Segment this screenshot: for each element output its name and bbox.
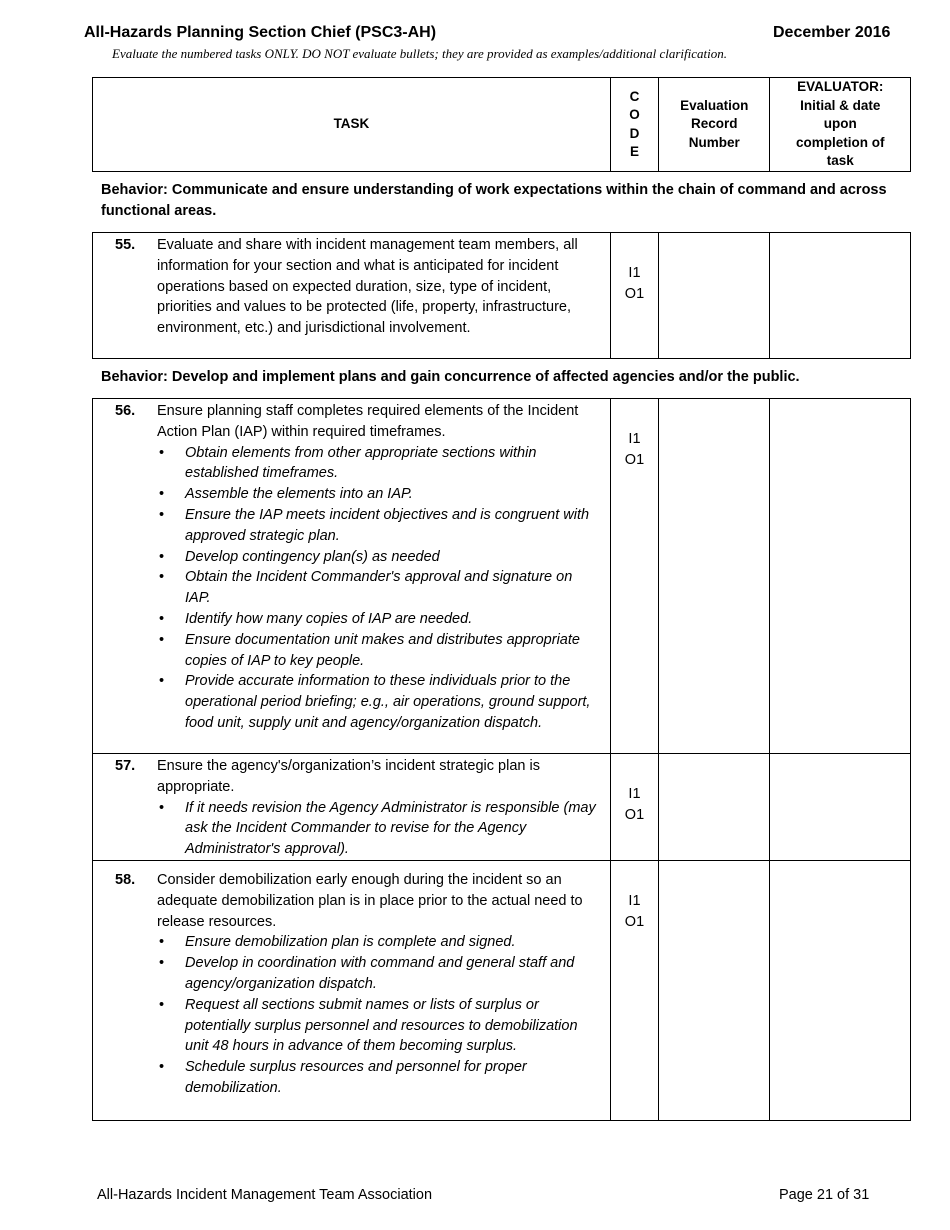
code-cell: I1 O1: [610, 754, 658, 861]
task-cell: [93, 754, 611, 861]
eval-record-column-header: Evaluation Record Number: [659, 78, 770, 172]
task-text: Ensure the agency's/organization’s incident strategic plan is appropriate.: [157, 758, 540, 795]
eval-record-cell[interactable]: [659, 233, 770, 359]
evaluator-cell[interactable]: [770, 399, 911, 754]
behavior-heading: Behavior: Develop and implement plans and gain concurrence of affected agencies and/or the public.: [101, 369, 800, 385]
list-item: • Develop in coordination with command and general staff and agency/organization dispatch.: [185, 953, 600, 995]
task-table-55: [92, 232, 911, 359]
document-date: December 2016: [773, 24, 891, 41]
footer-organization: All-Hazards Incident Management Team Association: [97, 1187, 433, 1203]
list-item: • Develop contingency plan(s) as needed: [185, 547, 600, 568]
list-item: • Ensure documentation unit makes and distributes appropriate copies of IAP to key people.: [185, 630, 600, 672]
list-item: • Provide accurate information to these individuals prior to the operational period briefing; e.g., air operations, ground support, food unit, supply unit and agency/organization dispatch.: [185, 671, 600, 733]
table-row: [93, 399, 911, 754]
list-item: • If it needs revision the Agency Administrator is responsible (may ask the Incident Commander to revise for the Agency Administrator's approval).: [185, 798, 600, 860]
code-cell: I1 O1: [610, 399, 658, 754]
list-item: • Assemble the elements into an IAP.: [185, 484, 600, 505]
behavior-heading: Behavior: Communicate and ensure understanding of work expectations within the chain of command and across functional areas.: [101, 182, 887, 219]
evaluator-column-header: EVALUATOR: Initial & date upon completion of task: [770, 78, 911, 172]
eval-record-cell[interactable]: [659, 860, 770, 1120]
task-text: Evaluate and share with incident management team members, all information for your section and what is anticipated for incident operations based on expected duration, size, type of incident, priorities and values to be protected (life, property, infrastructure, environment, etc.) and jurisdictional involvement.: [157, 237, 578, 337]
task-text: Ensure planning staff completes required elements of the Incident Action Plan (IAP) within required timeframes.: [157, 403, 579, 440]
code-cell: I1 O1: [610, 233, 658, 359]
code-cell: I1 O1: [610, 860, 658, 1120]
list-item: • Request all sections submit names or lists of surplus or potentially surplus personnel and resources to demobilization unit 48 hours in advance of them becoming surplus.: [185, 995, 600, 1057]
list-item: • Obtain the Incident Commander's approval and signature on IAP.: [185, 567, 600, 609]
list-item: • Ensure the IAP meets incident objectives and is congruent with approved strategic plan.: [185, 505, 600, 547]
task-table-56-58: [92, 398, 911, 1121]
list-item: • Obtain elements from other appropriate sections within established timeframes.: [185, 443, 600, 485]
task-number: 58.: [115, 871, 136, 888]
eval-record-cell[interactable]: [659, 399, 770, 754]
list-item: • Identify how many copies of IAP are needed.: [185, 609, 600, 630]
task-cell: [93, 233, 611, 359]
list-item: • Schedule surplus resources and personnel for proper demobilization.: [185, 1057, 600, 1099]
table-row: [93, 233, 911, 359]
task-cell: [93, 860, 611, 1120]
evaluator-cell[interactable]: [770, 233, 911, 359]
table-row: [93, 860, 911, 1120]
task-number: 55.: [115, 237, 136, 253]
evaluator-cell[interactable]: [770, 860, 911, 1120]
evaluator-cell[interactable]: [770, 754, 911, 861]
task-text: Consider demobilization early enough during the incident so an adequate demobilization plan is in place prior to the actual need to release resources.: [157, 871, 583, 930]
task-number: 56.: [115, 403, 136, 419]
bullet-list: [157, 798, 600, 860]
list-item: • Ensure demobilization plan is complete and signed.: [185, 932, 600, 953]
bullet-list: [157, 932, 600, 1098]
code-column-header: C O D E: [610, 78, 658, 172]
table-row: [93, 754, 911, 861]
task-number: 57.: [115, 758, 136, 774]
eval-record-cell[interactable]: [659, 754, 770, 861]
task-cell: [93, 399, 611, 754]
page-number: Page 21 of 31: [779, 1187, 870, 1203]
task-table-header: [92, 77, 911, 172]
task-column-header: TASK: [93, 78, 611, 172]
bullet-list: [157, 443, 600, 734]
document-title: All-Hazards Planning Section Chief (PSC3-AH): [84, 24, 437, 41]
evaluation-instruction: Evaluate the numbered tasks ONLY. DO NOT evaluate bullets; they are provided as examples/additional clarification.: [112, 46, 727, 61]
